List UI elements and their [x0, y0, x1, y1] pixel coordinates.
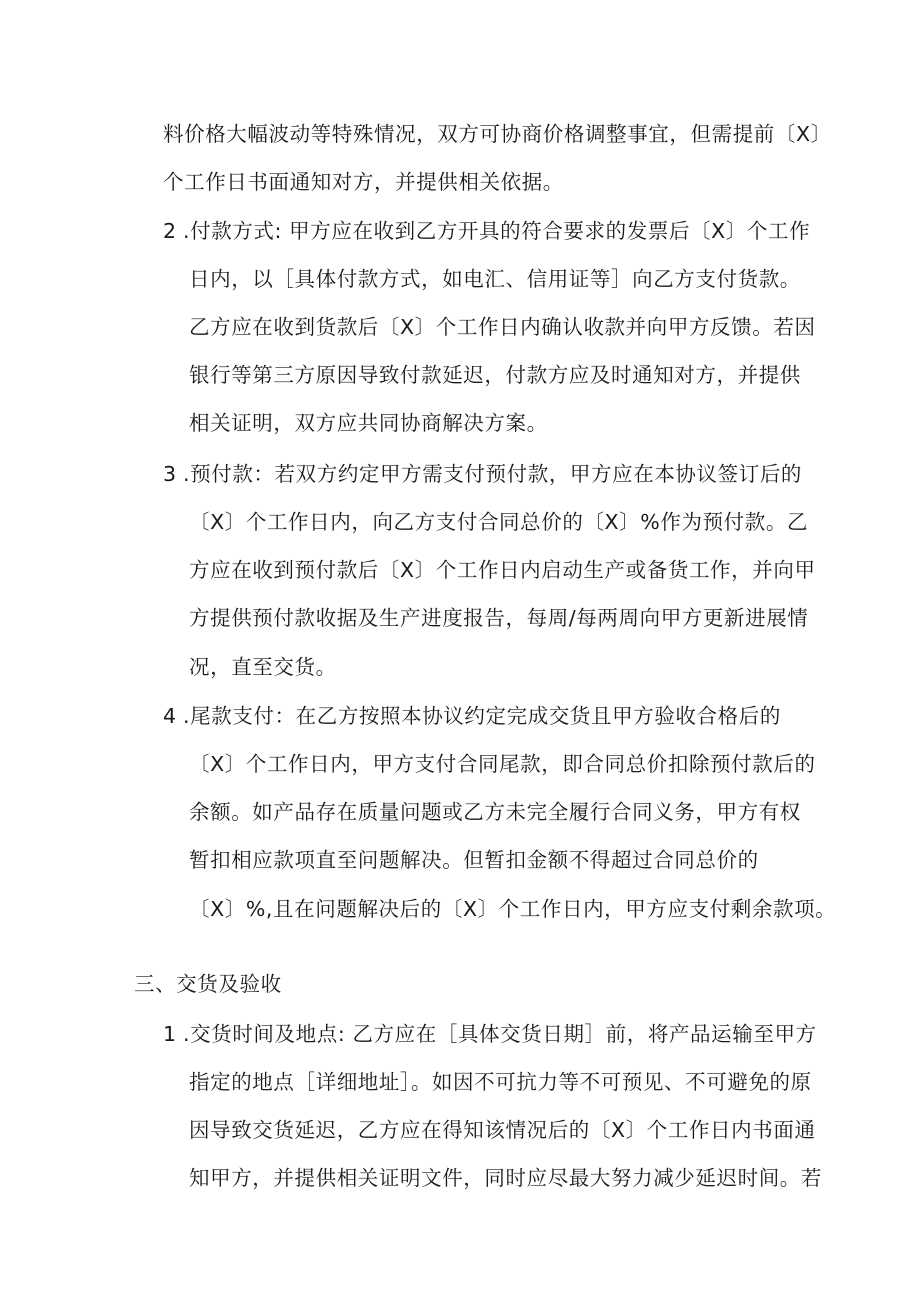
list-item-text: .交货时间及地点: 乙方应在［具体交货日期］前，将产品运输至甲方 — [183, 1022, 817, 1046]
paragraph-line: 况，直至交货。 — [189, 655, 337, 679]
list-item-number: 4 — [163, 704, 177, 728]
list-item-2-first-line — [163, 216, 810, 246]
paragraph-line: 银行等第三方原因导致付款延迟，付款方应及时通知对方，并提供 — [189, 363, 801, 387]
paragraph-line: 料价格大幅波动等特殊情况，双方可协商价格调整事宜，但需提前〔X〕 — [163, 122, 832, 146]
paragraph-line: 指定的地点［详细地址］。如因不可抗力等不可预见、不可避免的原 — [189, 1070, 812, 1094]
paragraph-line: 乙方应在收到货款后〔X〕个工作日内确认收款并向甲方反馈。若因 — [189, 315, 816, 339]
list-item-number: 2 — [163, 219, 177, 243]
paragraph-line: 暂扣相应款项直至问题解决。但暂扣金额不得超过合同总价的 — [189, 848, 759, 872]
list-item-4-first-line — [163, 701, 781, 731]
paragraph-line: 知甲方，并提供相关证明文件，同时应尽最大努力减少延迟时间。若 — [189, 1166, 822, 1190]
paragraph-line: 相关证明，双方应共同协商解决方案。 — [189, 411, 548, 435]
paragraph-line: 个工作日书面通知对方，并提供相关依据。 — [163, 170, 564, 194]
paragraph-line: 〔X〕个工作日内，甲方支付合同尾款，即合同总价扣除预付款后的 — [189, 752, 816, 776]
paragraph-line: 〔X〕%,且在问题解决后的〔X〕个工作日内，甲方应支付剩余款项。 — [189, 897, 837, 921]
list-item-1-first-line — [163, 1019, 817, 1049]
list-item-text: .付款方式: 甲方应在收到乙方开具的符合要求的发票后〔X〕个工作 — [183, 219, 811, 243]
paragraph-line: 余额。如产品存在质量问题或乙方未完全履行合同义务，甲方有权 — [189, 800, 801, 824]
paragraph-line: 〔X〕个工作日内，向乙方支付合同总价的〔X〕%作为预付款。乙 — [189, 510, 809, 534]
list-item-text: .尾款支付：在乙方按照本协议约定完成交货且甲方验收合格后的 — [183, 704, 781, 728]
list-item-3-first-line — [163, 459, 802, 489]
paragraph-line: 方应在收到预付款后〔X〕个工作日内启动生产或备货工作，并向甲 — [189, 558, 816, 582]
list-item-text: .预付款：若双方约定甲方需支付预付款，甲方应在本协议签订后的 — [183, 462, 803, 486]
list-item-number: 1 — [163, 1022, 177, 1046]
paragraph-line: 因导致交货延迟，乙方应在得知该情况后的〔X〕个工作日内书面通 — [189, 1118, 816, 1142]
section-heading: 三、交货及验收 — [134, 972, 282, 996]
list-item-number: 3 — [163, 462, 177, 486]
paragraph-line: 方提供预付款收据及生产进度报告，每周/每两周向甲方更新进展情 — [189, 606, 809, 630]
paragraph-line: 日内，以［具体付款方式，如电汇、信用证等］向乙方支付货款。 — [189, 267, 801, 291]
